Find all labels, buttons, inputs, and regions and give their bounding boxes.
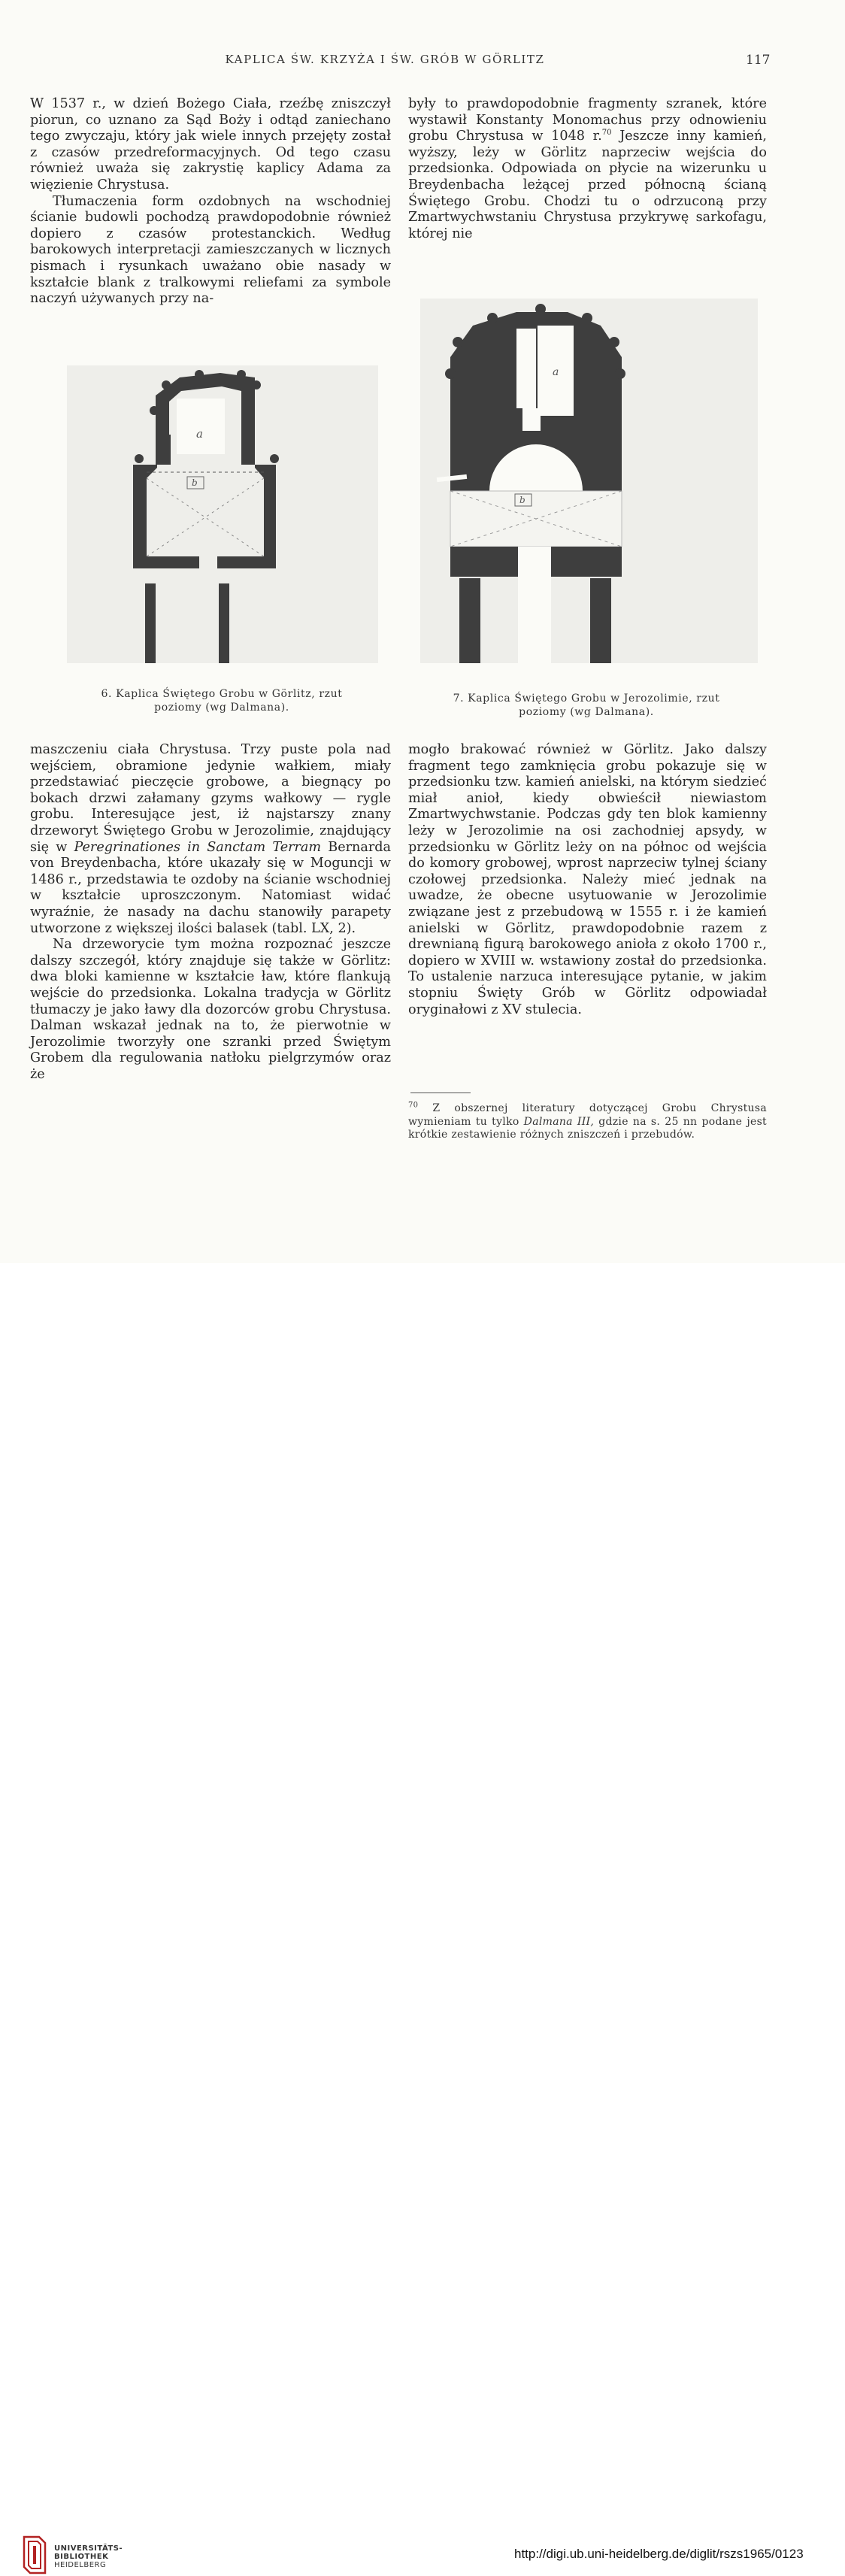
room-label-a: a [196, 427, 203, 441]
paragraph: Tłumaczenia form ozdobnych na wschodniej ścianie budowli pochodzą prawdopodobnie również dopiero z czasów protestanckich. Według barokowych interpretacji zamieszczanych w licznych pismach i rysunkach uważano obie nasady w kształcie blank z tralkowymi reliefami za symbole naczyń używanych przy na- [30, 193, 391, 307]
room-label-a: a [553, 366, 559, 378]
library-name [54, 2544, 123, 2569]
gorlitz-plan-drawing [67, 365, 378, 663]
text-run: gdzie na s. 25 nn podane jest krótkie zestawienie różnych zniszczeń i przebudów. [408, 1115, 767, 1141]
book-title: Peregrinationes in Sanctam Terram [74, 839, 322, 855]
text-run: Z obszernej literatury dotyczącej Grobu Chrystusa wymieniam tu tylko [408, 1102, 767, 1128]
text-run: Jeszcze inny kamień, wyższy, leży w Görlitz naprzeciw wejścia do przedsionka. Odpowiada on płycie na wizerunku u Breydenbacha leżącej przed północną ścianą Świętego Grobu. Chodzi tu o odrzuconą przy Zmartwychwstaniu Chrystusa przykrywę sarkofagu, której nie [408, 129, 767, 241]
right-column-top [408, 96, 767, 242]
paragraph: Na drzeworycie tym można rozpoznać jeszcze dalszy szczegół, który znajduje się także w Görlitz: dwa bloki kamienne w kształcie ław, które flankują wejście do przedsionka. Lokalna tradycja w Görlitz tłumaczy je jako ławy dla dozorców grobu Chrystusa. Dalman wskazał jednak na to, że pierwotnie w Jerozolimie tworzyły one szranki przed Świętym Grobem dla regulowania natłoku pielgrzymów oraz że [30, 937, 391, 1082]
figure-7-caption [402, 692, 771, 719]
book-title: Dalmana III, [523, 1115, 595, 1128]
viewer-footer [0, 1263, 845, 2569]
paragraph [408, 96, 767, 242]
right-column-bottom [408, 742, 767, 1018]
room-label-b: b [519, 495, 525, 505]
figure-7-floor-plan [420, 299, 758, 663]
jerusalem-plan-drawing [420, 299, 758, 663]
room-label-b: b [192, 477, 198, 488]
library-name-line: HEIDELBERG [54, 2561, 107, 2569]
left-column-bottom [30, 742, 391, 1083]
document-page [0, 0, 845, 1263]
footnote-ref: 70 [601, 129, 612, 138]
library-logo-icon [21, 2534, 48, 2576]
running-title: KAPLICA ŚW. KRZYŻA I ŚW. GRÓB W GÖRLITZ [225, 53, 545, 66]
caption-line: poziomy (wg Dalmana). [519, 706, 654, 718]
text-run: Bernarda von Breydenbacha, które ukazały się w Moguncji w 1486 r., przedstawia te ozdoby na ścianie wschodniej w kształcie uproszczonym. Natomiast widać wyraźnie, że nasady na dachu stanowiły parapety utworzone z większej ilości balasek (tabl. LX, 2). [30, 839, 392, 936]
paragraph: mogło brakować również w Görlitz. Jako dalszy fragment tego zamknięcia grobu pokazuje się w przedsionku tzw. kamień anielski, na którym siedzieć miał anioł, kiedy obwieścił niewiastom Zmartwychwstanie. Podczas gdy ten blok kamienny leży w Jerozolimie na osi zachodniej apsydy, w przedsionku w Görlitz leży on na północ od wejścia do komory grobowej, wprost naprzeciw tylnej ściany czołowej przedsionka. Należy mieć jednak na uwadze, że obecne usytuowanie w Jerozolimie związane jest z przebudową w 1555 r. i że kamień anielski w Görlitz, prawdopodobnie razem z drewnianą figurą barokowego anioła z około 1700 r., dopiero w XVIII w. wstawiony został do przedsionka. To ustalenie narzuca interesujące pytanie, w jakim stopniu Święty Grób w Görlitz odpowiadał oryginałowi z XV stulecia. [408, 742, 767, 1017]
footnote [408, 1102, 767, 1142]
caption-line: 7. Kaplica Świętego Grobu w Jerozolimie, rzut [453, 692, 720, 705]
library-name-line: UNIVERSITÄTS- [54, 2544, 123, 2553]
paragraph [30, 742, 391, 937]
caption-line: poziomy (wg Dalmana). [154, 702, 289, 714]
footnote-number: 70 [408, 1101, 419, 1110]
text-run: były to prawdopodobnie fragmenty szranek, które wystawił Konstanty Monomachus przy odnowieniu grobu Chrystusa w 1048 r. [408, 96, 767, 144]
figure-6-floor-plan [67, 365, 378, 663]
library-name-line: BIBLIOTHEK [54, 2553, 109, 2561]
source-url-link[interactable]: http://digi.ub.uni-heidelberg.de/diglit/rszs1965/0123 [514, 2547, 804, 2561]
figure-6-caption [45, 687, 398, 714]
left-column-top [30, 96, 391, 308]
caption-line: 6. Kaplica Świętego Grobu w Görlitz, rzut [101, 688, 343, 700]
paragraph: W 1537 r., w dzień Bożego Ciała, rzeźbę zniszczył piorun, co uznano za Sąd Boży i odtąd zaniechano tego zwyczaju, który jak wiele innych przejęty został z czasów przedreformacyjnych. Od tego czasu również uważa się zakrystię kaplicy Adama za więzienie Chrystusa. [30, 96, 391, 192]
page-number: 117 [746, 53, 771, 68]
text-run: maszczeniu ciała Chrystusa. Trzy puste pola nad wejściem, obramione jedynie wałkiem, miały przedstawiać pieczęcie grobowe, a biegnący po bokach drzwi załamany gzyms wałkowy — rygle grobu. Interesujące jest, iż najstarszy znany drzeworyt Świętego Grobu w Jerozolimie, znajdujący się w [30, 742, 391, 855]
